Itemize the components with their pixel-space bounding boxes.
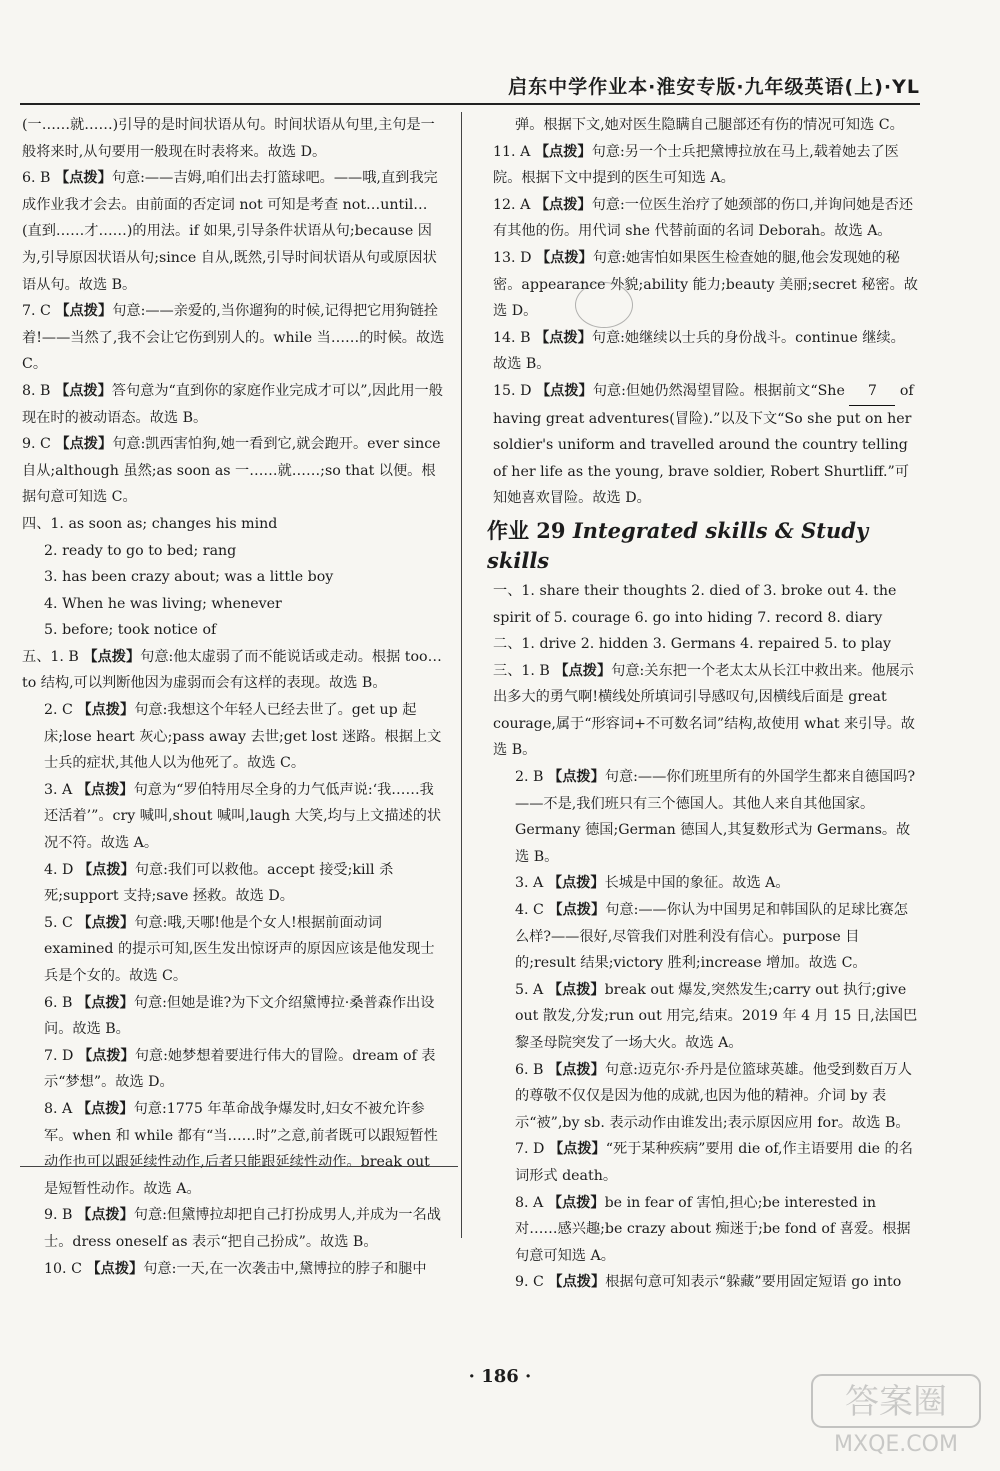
watermark-logo (806, 1369, 986, 1461)
item-number: 二、1. (493, 636, 535, 653)
answer-item (493, 139, 918, 192)
answer-item (22, 112, 447, 165)
item-number: 7. C (22, 303, 51, 320)
hint-label: 【点拨】 (77, 1047, 135, 1064)
hint-label: 【点拨】 (77, 861, 135, 878)
item-text: 句意为“罗伯特用尽全身的力气低声说:‘我……我还活着’”。cry 喊叫,shout 喊叫,laugh 大笑,均与上文描述的状况不符。故选 A。 (44, 781, 442, 852)
answer-item (22, 1096, 447, 1202)
item-number: 4. (44, 595, 58, 612)
hint-label: 【点拨】 (86, 1260, 144, 1277)
hint-label: 【点拨】 (77, 994, 134, 1011)
answer-item (22, 538, 447, 565)
item-text: 句意:另一个士兵把黛博拉放在马上,载着她去了医院。根据下文中提到的医生可知选 A。 (493, 143, 899, 187)
section-title (487, 516, 918, 576)
section-name: Integrated skills & Study skills (487, 517, 869, 573)
item-text: (一……就……)引导的是时间状语从句。时间状语从句里,主句是一般将来时,从句要用一般现在时表将来。故选 D。 (22, 117, 435, 160)
item-text: as soon as; changes his mind (68, 515, 278, 532)
item-number: 7. D (515, 1141, 545, 1158)
item-text: 句意:她梦想着要进行伟大的冒险。dream of 表示“梦想”。故选 D。 (44, 1047, 436, 1091)
answer-item (493, 245, 918, 325)
answer-item (22, 990, 447, 1043)
answer-item (493, 378, 918, 512)
item-text: break out 爆发,突然发生;carry out 执行;give out 散发,分发;run out 用完,结束。2019 年 4 月 15 日,法国巴黎圣母院突发了一场大火。故选 A。 (515, 981, 918, 1051)
item-text: 句意:迈克尔·乔丹是位篮球英雄。他受到数百万人的尊敬不仅仅是因为他的成就,也因为他的精神。介词 by 表示“被”,by sb. 表示动作由谁发出;表示原因应用 for。故选 B。 (515, 1061, 912, 1131)
item-number: 12. A (493, 196, 531, 213)
item-text: 弹。根据下文,她对医生隐瞒自己腿部还有伤的情况可知选 C。 (515, 117, 904, 133)
answer-item (493, 578, 918, 631)
item-number: 3. A (44, 781, 73, 798)
hint-label: 【点拨】 (535, 382, 593, 399)
item-text: has been crazy about; was a little boy (62, 569, 334, 586)
answer-item (493, 658, 918, 764)
item-text: 句意:我想这个年轻人已经去世了。get up 起床;lose heart 灰心;pass away 去世;get lost 迷路。根据上文士兵的症状,其他人以为他死了。故选 C。 (44, 702, 442, 772)
item-text: When he was living; whenever (62, 595, 282, 612)
item-number: 2. C (44, 702, 73, 719)
answer-item (22, 857, 447, 910)
item-text: 句意:——亲爱的,当你遛狗的时候,记得把它用狗链拴着!——当然了,我不会让它伤到别人的。while 当……的时候。故选 C。 (22, 303, 445, 373)
watermark-text: 答案圈 (845, 1382, 947, 1422)
answer-item (493, 1136, 918, 1189)
item-text: before; took notice of (62, 622, 217, 639)
item-text: 句意:她继续以士兵的身份战斗。continue 继续。故选 B。 (493, 329, 905, 373)
answer-item (493, 1057, 918, 1137)
item-text: 根据句意可知表示“躲藏”要用固定短语 go into (605, 1274, 902, 1291)
hint-label: 【点拨】 (535, 249, 593, 266)
item-number: 7. D (44, 1047, 74, 1064)
item-number: 三、1. B (493, 662, 550, 679)
item-number: 5. (44, 622, 58, 639)
hint-label: 【点拨】 (77, 1207, 134, 1224)
hint-label: 【点拨】 (55, 436, 113, 453)
item-number: 6. B (515, 1061, 544, 1078)
answer-item (22, 591, 447, 618)
item-text: 答句意为“直到你的家庭作业完成才可以”,因此用一般现在时的被动语态。故选 B。 (22, 382, 443, 426)
hint-label: 【点拨】 (534, 196, 592, 213)
hint-label: 【点拨】 (548, 1141, 606, 1158)
item-number: 4. C (515, 902, 544, 919)
item-number: 5. C (44, 914, 73, 931)
hint-label: 【点拨】 (535, 329, 592, 346)
item-text: 长城是中国的象征。故选 A。 (604, 875, 790, 892)
column-divider (461, 112, 462, 1238)
answer-item (493, 897, 918, 977)
answer-item (22, 378, 447, 431)
item-number: 3. A (515, 875, 544, 892)
answer-item (493, 112, 918, 139)
answer-item (22, 511, 447, 538)
answer-item (22, 298, 447, 378)
answer-item (22, 1256, 447, 1283)
item-text: 句意:——你认为中国男足和韩国队的足球比赛怎么样?——很好,尽管我们对胜利没有信心。purpose 目的;result 结果;victory 胜利;increase 增加。故选 C。 (515, 902, 908, 972)
hint-label: 【点拨】 (548, 902, 606, 919)
item-text: 句意:凯西害怕狗,她一看到它,就会跑开。ever since 自从;although 虽然;as soon as 一……就……;so that 以便。根据句意可知选 C。 (22, 436, 441, 506)
answer-item (493, 977, 918, 1057)
item-number: 2. (44, 542, 58, 559)
item-number: 2. B (515, 769, 544, 786)
item-number: 5. A (515, 981, 544, 998)
answer-item (22, 697, 447, 777)
answer-item (22, 777, 447, 857)
hint-label: 【点拨】 (534, 143, 592, 160)
fill-blank: 7 (849, 378, 895, 406)
answer-item (493, 764, 918, 870)
item-text: 句意:他太虚弱了而不能说话或走动。根据 too…to 结构,可以判断他因为虚弱而会有这样的表现。故选 B。 (22, 648, 442, 692)
left-column (22, 112, 447, 1282)
item-text: 句意:但黛博拉却把自己打扮成男人,并成为一名战士。dress oneself as 表示“把自己扮成”。故选 B。 (44, 1207, 441, 1250)
item-text: 句意:我们可以救他。accept 接受;kill 杀死;support 支持;save 拯救。故选 D。 (44, 861, 394, 905)
item-number: 10. C (44, 1260, 82, 1277)
header-rule (20, 103, 920, 105)
item-number: 3. (44, 569, 58, 586)
item-text: drive 2. hidden 3. Germans 4. repaired 5. to play (539, 636, 892, 653)
item-text: 句意:关东把一个老太太从长江中救出来。他展示出多大的勇气啊!横线处所填词引导感叹句,因横线后面是 great courage,属于“形容词+不可数名词”结构,故使用 what 来引导。故选 B。 (493, 662, 915, 759)
item-number: 五、1. B (22, 648, 79, 665)
answer-item (22, 165, 447, 298)
item-text: 句意:但她仍然渴望冒险。根据前文“She (592, 382, 845, 399)
answer-item (493, 631, 918, 658)
item-number: 4. D (44, 861, 74, 878)
section-rule (20, 1166, 458, 1167)
hint-label: 【点拨】 (76, 1100, 134, 1117)
item-text: 句意:——你们班里所有的外国学生都来自德国吗?——不是,我们班只有三个德国人。其他人来自其他国家。Germany 德国;German 德国人,其复数形式为 Germans。故选 B。 (515, 769, 916, 865)
answer-item (22, 617, 447, 644)
item-number: 6. B (22, 170, 51, 187)
item-text: 句意:但她是谁?为下文介绍黛博拉·桑普森作出设问。故选 B。 (44, 994, 435, 1038)
running-header: 启东中学作业本·淮安专版·九年级英语(上)·YL (508, 76, 920, 98)
item-number: 11. A (493, 143, 531, 160)
item-text: ready to go to bed; rang (62, 542, 237, 559)
item-number: 15. D (493, 382, 532, 399)
hint-label: 【点拨】 (548, 769, 605, 786)
hint-label: 【点拨】 (547, 1194, 605, 1211)
item-number: 8. B (22, 382, 51, 399)
answer-item (493, 192, 918, 245)
stamp-mark (575, 282, 633, 328)
item-number: 一、1. (493, 582, 535, 599)
hint-label: 【点拨】 (55, 382, 112, 399)
answer-item (22, 564, 447, 591)
hint-label: 【点拨】 (76, 781, 134, 798)
answer-item (22, 431, 447, 511)
hint-label: 【点拨】 (83, 648, 141, 665)
hint-label: 【点拨】 (548, 1274, 606, 1291)
item-number: 13. D (493, 249, 532, 266)
item-text: share their thoughts 2. died of 3. broke out 4. the spirit of 5. courage 6. go into hiding 7. record 8. diary (493, 582, 897, 626)
hint-label: 【点拨】 (547, 875, 605, 892)
item-text: be in fear of 害怕,担心;be interested in 对……感兴趣;be crazy about 痴迷于;be fond of 喜爱。根据句意可知选 A。 (515, 1194, 911, 1264)
hint-label: 【点拨】 (548, 1061, 605, 1078)
item-text: “死于某种疾病”要用 die of,作主语要用 die 的名词形式 death。 (515, 1141, 913, 1184)
item-text: 句意:哦,天哪!他是个女人!根据前面动词 examined 的提示可知,医生发出惊讶声的原因应该是他发现士兵是个女的。故选 C。 (44, 914, 435, 984)
item-text: 句意:一位医生治疗了她颈部的伤口,并询问她是否还有其他的伤。用代词 she 代替前面的名词 Deborah。故选 A。 (493, 196, 914, 240)
right-column (487, 112, 918, 1296)
item-text: 句意:她害怕如果医生检查她的腿,他会发现她的秘密。appearance 外貌;ability 能力;beauty 美丽;secret 秘密。故选 D。 (493, 249, 918, 320)
item-text: 句意:——吉姆,咱们出去打篮球吧。——哦,直到我完成作业我才会去。由前面的否定词 not 可知是考查 not…until…(直到……才……)的用法。if 如果,引导条件状语从句;because 因为,引导原因状语从句;since 自从,既然,引导时间状语从句或原因状语从句。故选 B。 (22, 170, 438, 293)
item-number: 14. B (493, 329, 531, 346)
item-number: 8. A (44, 1100, 73, 1117)
hint-label: 【点拨】 (55, 303, 113, 320)
item-number: 9. C (22, 436, 51, 453)
hint-label: 【点拨】 (77, 914, 135, 931)
item-text: 句意:一天,在一次袭击中,黛博拉的脖子和腿中 (143, 1260, 427, 1277)
answer-item (493, 1190, 918, 1270)
hint-label: 【点拨】 (554, 662, 612, 679)
section-number: 作业 29 (487, 517, 566, 543)
answer-item (22, 1202, 447, 1255)
answer-item (493, 325, 918, 378)
item-text: 句意:1775 年革命战争爆发时,妇女不被允许参军。when 和 while 都有“当……时”之意,前者既可以跟短暂性动作也可以跟延续性动作,后者只能跟延续性动作。break out 是短暂性动作。故选 A。 (44, 1100, 438, 1197)
watermark-url: MXQE.COM (834, 1432, 958, 1457)
answer-item (22, 1043, 447, 1096)
item-number: 8. A (515, 1194, 544, 1211)
answer-item (22, 644, 447, 697)
item-text: of having great adventures(冒险).”以及下文“So she put on her soldier's uniform and travelled around the country telling of her life as the young, brave soldier, Robert Shurtliff.”可知她喜欢冒险。故选 D。 (493, 382, 914, 507)
hint-label: 【点拨】 (77, 702, 135, 719)
item-number: 9. B (44, 1207, 73, 1224)
answer-item (493, 1269, 918, 1296)
item-number: 6. B (44, 994, 73, 1011)
answer-item (493, 870, 918, 897)
page-number: · 186 · (468, 1366, 532, 1387)
answer-item (22, 910, 447, 990)
hint-label: 【点拨】 (547, 981, 605, 998)
item-number: 四、1. (22, 515, 64, 532)
item-number: 9. C (515, 1274, 544, 1291)
hint-label: 【点拨】 (55, 170, 112, 187)
